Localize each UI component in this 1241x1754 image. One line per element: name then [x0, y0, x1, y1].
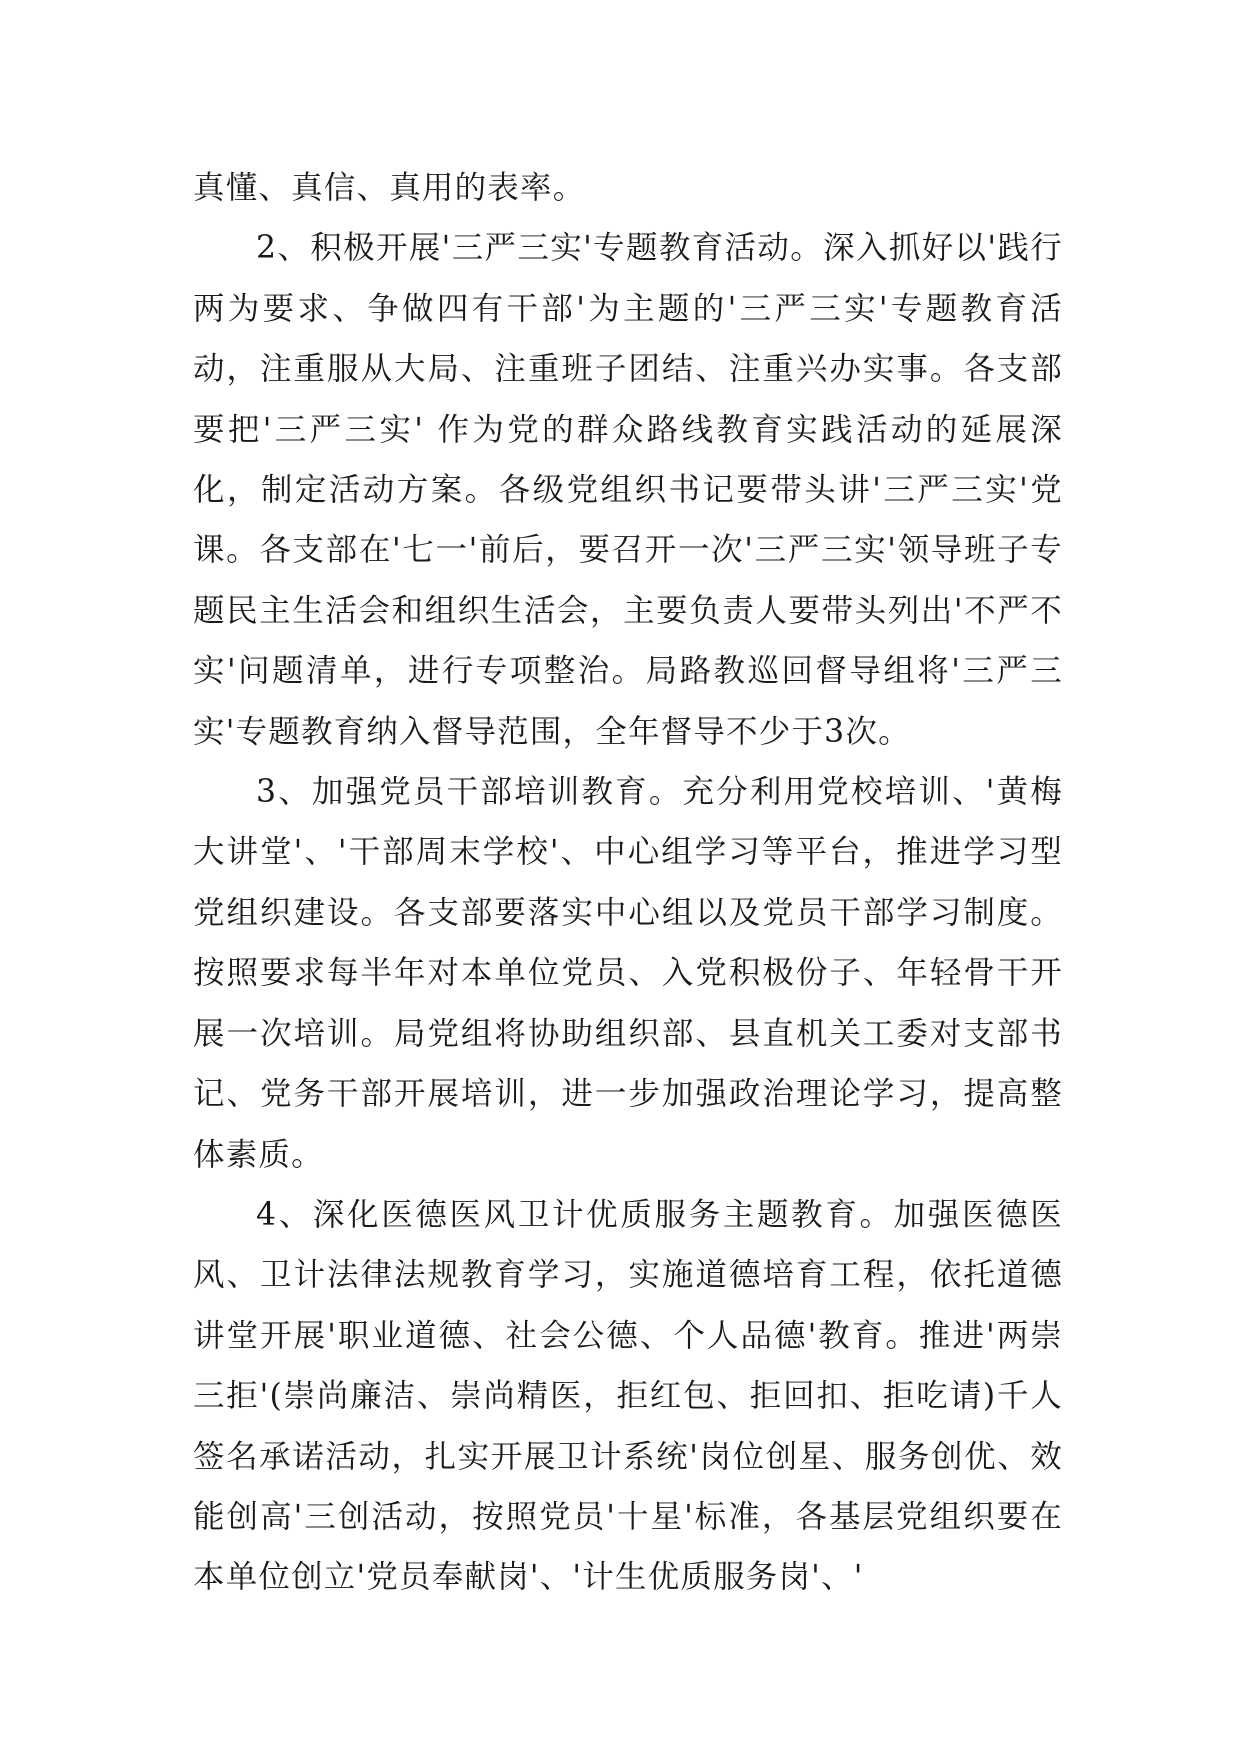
- paragraph-medical-ethics: 4、深化医德医风卫计优质服务主题教育。加强医德医风、卫计法律法规教育学习，实施道德培育工程，依托道德讲堂开展'职业道德、社会公德、个人品德'教育。推进'两崇三拒'(崇尚廉洁、崇尚精医，拒红包、拒回扣、拒吃请)千人签名承诺活动，扎实开展卫计系统'岗位创星、服务创优、效能创高'三创活动，按照党员'十星'标准，各基层党组织要在本单位创立'党员奉献岗'、'计生优质服务岗'、': [193, 1196, 1063, 1596]
- paragraph-continuation: 真懂、真信、真用的表率。: [193, 170, 586, 206]
- paragraph-cadre-training: 3、加强党员干部培训教育。充分利用党校培训、'黄梅大讲堂'、'干部周末学校'、中心组学习等平台，推进学习型党组织建设。各支部要落实中心组以及党员干部学习制度。按照要求每半年对本单位党员、入党积极份子、年轻骨干开展一次培训。局党组将协助组织部、县直机关工委对支部书记、党务干部开展培训，进一步加强政治理论学习，提高整体素质。: [193, 774, 1063, 1173]
- paragraph-san-yan-san-shi: 2、积极开展'三严三实'专题教育活动。深入抓好以'践行两为要求、争做四有干部'为主题的'三严三实'专题教育活动，注重服从大局、注重班子团结、注重兴办实事。各支部要把'三严三实' 作为党的群众路线教育实践活动的延展深化，制定活动方案。各级党组织书记要带头讲'三严三实'党课。各支部在'七一'前后，要召开一次'三严三实'领导班子专题民主生活会和组织生活会，主要负责人要带头列出'不严不实'问题清单，进行专项整治。局路教巡回督导组将'三严三实'专题教育纳入督导范围，全年督导不少于3次。: [193, 230, 1063, 750]
- document-body: [193, 158, 1063, 1608]
